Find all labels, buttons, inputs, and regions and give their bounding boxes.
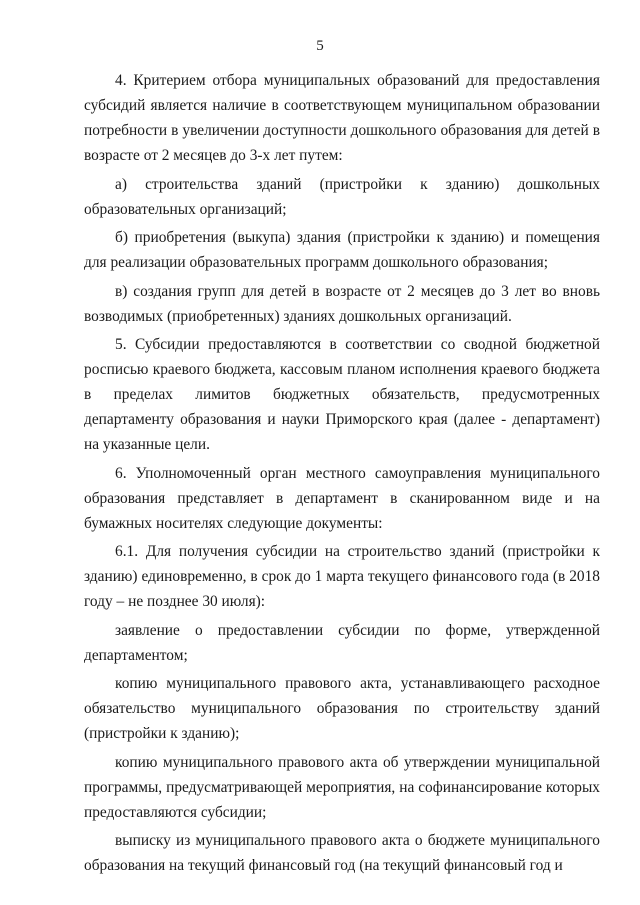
paragraph-item-c: в) создания групп для детей в возрасте от 2 месяцев до 3 лет во вновь возводимых (приобретенных) зданиях дошкольных организаций. bbox=[84, 282, 600, 325]
paragraph-budget-extract: выписку из муниципального правового акта о бюджете муниципального образования на текущий финансовый год (на текущий финансовый год и bbox=[84, 832, 600, 874]
paragraph-authority: 6. Уполномоченный орган местного самоуправления муниципального образования представляет в департамент в сканированном виде и на бумажных носителях следующие документы: bbox=[84, 464, 600, 532]
paragraph-6-1: 6.1. Для получения субсидии на строительство зданий (пристройки к зданию) единовременно, в срок до 1 марта текущего финансового года (в 2018 году – не позднее 30 июля): bbox=[84, 543, 600, 610]
paragraph-application: заявление о предоставлении субсидии по форме, утвержденной департаментом; bbox=[84, 621, 600, 664]
paragraph-item-a: а) строительства зданий (пристройки к зданию) дошкольных образовательных организаций; bbox=[84, 175, 600, 218]
document-body bbox=[84, 68, 600, 882]
page-number: 5 bbox=[316, 38, 324, 54]
paragraph-subsidies: 5. Субсидии предоставляются в соответствии со сводной бюджетной росписью краевого бюджета, кассовым планом исполнения краевого бюджета в пределах лимитов бюджетных обязательств, предусмотренных департаменту образования и науки Приморского края (далее - департамент) на указанные цели. bbox=[84, 336, 600, 453]
paragraph-item-b: б) приобретения (выкупа) здания (пристройки к зданию) и помещения для реализации образовательных программ дошкольного образования; bbox=[84, 229, 600, 271]
paragraph-criteria: 4. Критерием отбора муниципальных образований для предоставления субсидий является наличие в соответствующем муниципальном образовании потребности в увеличении доступности дошкольного образования для детей в возрасте от 2 месяцев до 3-х лет путем: bbox=[84, 72, 600, 164]
paragraph-copy-program: копию муниципального правового акта об утверждении муниципальной программы, предусматривающей мероприятия, на софинансирование которых предоставляются субсидии; bbox=[84, 753, 600, 821]
paragraph-copy-legal-act: копию муниципального правового акта, устанавливающего расходное обязательство муниципального образования по строительству зданий (пристройки к зданию); bbox=[84, 675, 600, 742]
